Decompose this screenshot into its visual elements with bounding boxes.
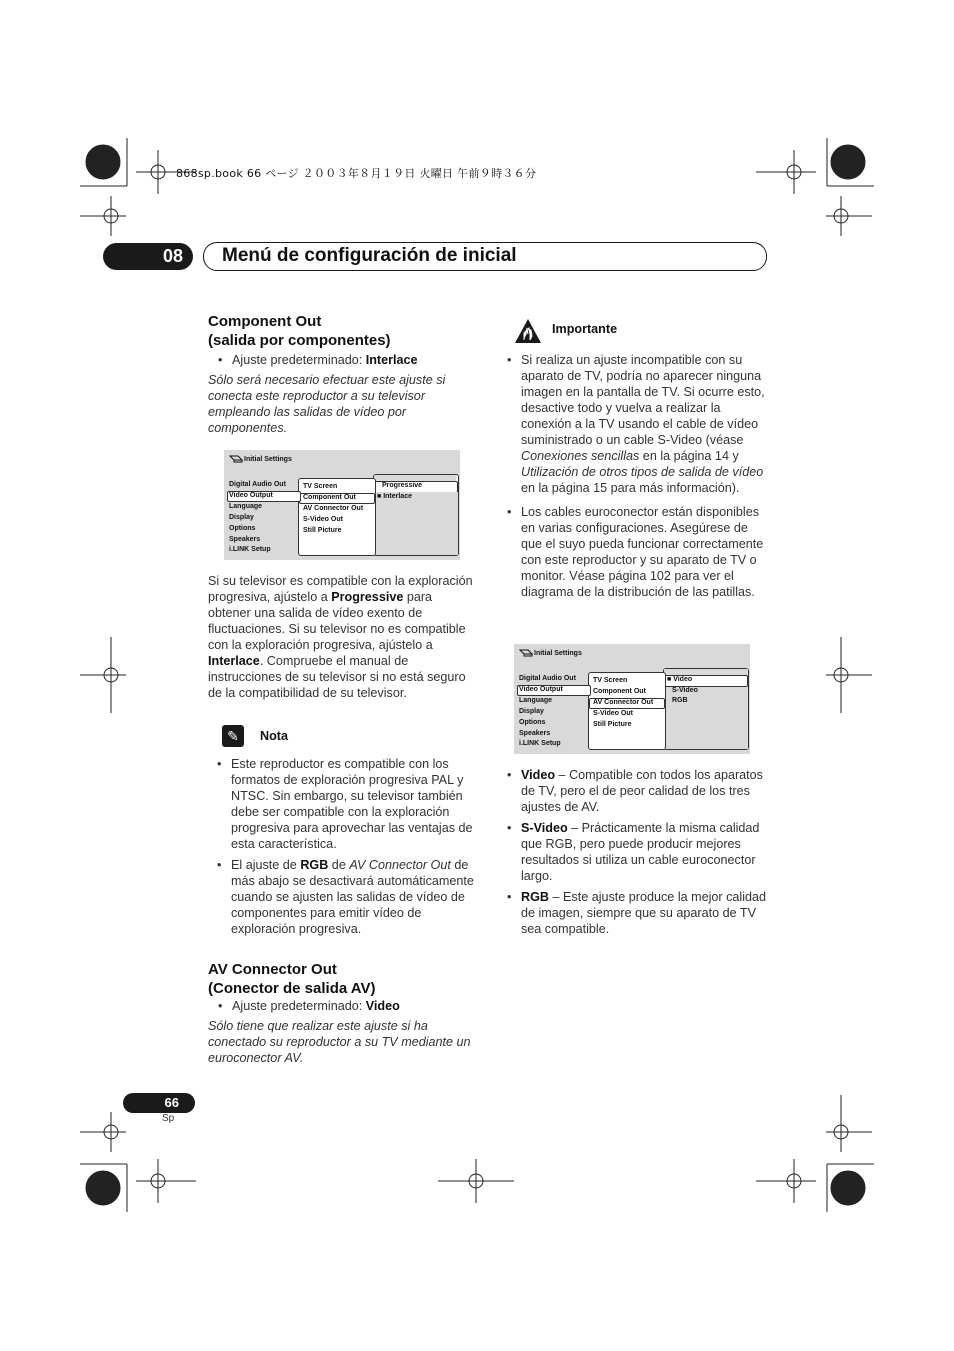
option-desc-video: • Video – Compatible con todos los aparatos de TV, pero el de peor calidad de los tres ajustes de AV. (507, 767, 769, 815)
av-connector-default: • Ajuste predeterminado: Video (218, 998, 478, 1014)
page-lang: Sp (162, 1113, 175, 1124)
monitor-icon (229, 455, 243, 465)
option-desc-s-video: • S-Video – Prácticamente la misma calidad que RGB, pero puede producir mejores resultados si utiliza un cable euroconector largo. (507, 820, 769, 884)
av-connector-intro: Sólo tiene que realizar este ajuste si ha conectado su reproductor a su TV mediante un euroconector AV. (208, 1019, 471, 1065)
component-out-heading-2: (salida por componentes) (208, 332, 391, 349)
nota-item-2: • El ajuste de RGB de AV Connector Out de más abajo se desactivará automáticamente cuando se ajusten las salidas de vídeo de componentes para emitir vídeo de exploración progresiva. (217, 857, 477, 937)
component-out-paragraph: Si su televisor es compatible con la exploración progresiva, ajústelo a Progressive para obtener una salida de vídeo exento de fluctuaciones. Si su televisor no es compatible con la exploración progresiva, ajústelo a Interlace. Compruebe el manual de instrucciones de su televisor si no está seguro de la compatibilidad de su televisor. (208, 574, 473, 700)
initial-settings-menu-2: Initial Settings ■ Video S-Video RGB TV Screen Component Out AV Connector Out S-Video Out Still Picture Digital Audio Out Video Output Language Display Options Speakers i.LINK Setup (514, 644, 750, 754)
note-pencil-icon: ✎ (222, 725, 244, 747)
option-desc-rgb: • RGB – Este ajuste produce la mejor calidad de imagen, siempre que su aparato de TV sea compatible. (507, 889, 769, 937)
option-s-video[interactable]: S-Video (672, 687, 698, 694)
print-header: 868sp.book 66 ページ ２００３年８月１９日 火曜日 午前９時３６分 (176, 167, 537, 180)
initial-settings-menu-1: Initial Settings Progressive ■ Interlace TV Screen Component Out AV Connector Out S-Video Out Still Picture Digital Audio Out Video Output Language Display Options Speakers i.LINK Setup (224, 450, 460, 560)
component-out-heading-1: Component Out (208, 313, 322, 330)
chapter-number: 08 (103, 243, 193, 270)
option-interlace[interactable]: ■ Interlace (377, 493, 412, 500)
component-out-default: • Ajuste predeterminado: Interlace (218, 352, 478, 368)
menu-title: Initial Settings (244, 456, 292, 463)
importante-label: Importante (552, 322, 618, 336)
menu-title-2: Initial Settings (534, 650, 582, 657)
nota-label: Nota (260, 729, 288, 743)
nota-list (217, 756, 477, 942)
page-number: 66 (123, 1093, 195, 1113)
importante-item-2: • Los cables euroconector están disponibles en varias configuraciones. Asegúrese de que el suyo pueda funcionar correctamente con este reproductor y su aparato de TV o monitor. Véase página 102 para ver el diagrama de la distribución de las patillas. (507, 504, 769, 600)
menu-right-panel: Progressive ■ Interlace (373, 474, 459, 556)
importante-list (507, 352, 769, 605)
component-out-intro: Sólo será necesario efectuar este ajuste si conecta este reproductor a su televisor empleando las salidas de vídeo por componentes. (208, 373, 446, 435)
menu-mid-panel: TV Screen Component Out AV Connector Out S-Video Out Still Picture (298, 478, 376, 556)
menu-right-panel-2: ■ Video S-Video RGB (663, 668, 749, 750)
warning-hand-icon (514, 318, 542, 349)
av-connector-heading-2: (Conector de salida AV) (208, 980, 376, 997)
av-options-list (507, 767, 769, 942)
component-out-section (208, 312, 478, 436)
importante-item-1: • Si realiza un ajuste incompatible con su aparato de TV, podría no aparecer ninguna imagen en la pantalla de TV. Si ocurre esto, desactive todo y vuelva a realizar la conexión a la TV usando el cable de vídeo suministrado o un cable S-Video (véase Conexiones sencillas en la página 14 y Utilización de otros tipos de salida de vídeo en la página 15 para más información). (507, 352, 769, 496)
monitor-icon-2 (519, 649, 533, 659)
menu-mid-panel-2: TV Screen Component Out AV Connector Out S-Video Out Still Picture (588, 672, 666, 750)
av-connector-heading-1: AV Connector Out (208, 961, 337, 978)
option-rgb[interactable]: RGB (672, 697, 688, 704)
nota-item-1: • Este reproductor es compatible con los formatos de exploración progresiva PAL y NTSC. Sin embargo, su televisor también debe ser compatible con la exploración progresiva para aprovechar las ventajas de esta característica. (217, 756, 477, 852)
av-connector-section (208, 960, 478, 1066)
chapter-title: Menú de configuración de inicial (222, 245, 517, 266)
